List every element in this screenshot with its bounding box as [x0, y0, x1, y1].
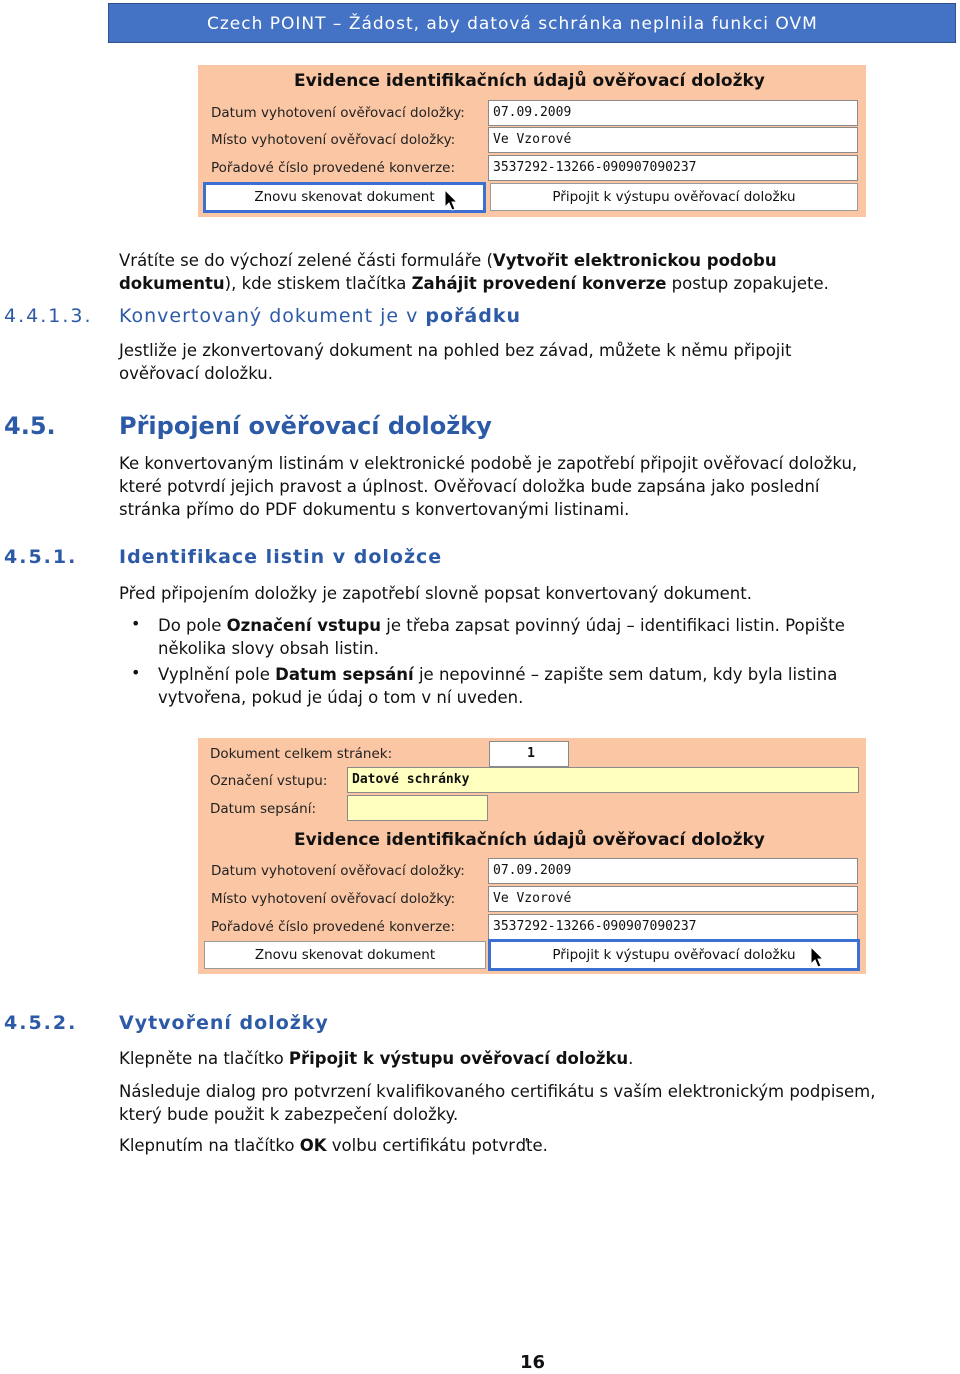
label-place-made: Místo vyhotovení ověřovací doložky: [211, 891, 456, 907]
section-heading-4-5-1: Identifikace listin v doložce [119, 546, 443, 568]
section-number-4-5: 4.5. [4, 412, 56, 440]
label-place-made: Místo vyhotovení ověřovací doložky: [211, 132, 456, 148]
mouse-cursor-icon [810, 946, 826, 970]
label-input-designation: Označení vstupu: [210, 773, 328, 789]
field-date-made[interactable]: 07.09.2009 [488, 858, 858, 884]
bullet-item-date: Vyplnění pole Datum sepsání je nepovinné – zapište sem datum, kdy byla listina vytvořena, pokud je údaj o tom v ní uveden. [158, 665, 838, 707]
field-place-made[interactable]: Ve Vzorové [488, 127, 858, 153]
field-conversion-number[interactable]: 3537292-13266-090907090237 [488, 155, 858, 181]
field-page-count[interactable]: 1 [489, 741, 569, 767]
field-place-made[interactable]: Ve Vzorové [488, 886, 858, 912]
section-number-4-5-1: 4.5.1. [4, 546, 78, 568]
evidence-panel-2 [198, 738, 866, 974]
evidence-panel-1 [198, 65, 866, 217]
label-page-count: Dokument celkem stránek: [210, 746, 393, 762]
label-date-written: Datum sepsání: [210, 801, 317, 817]
bullet-item-input: Do pole Označení vstupu je třeba zapsat povinný údaj – identifikaci listin. Popište několika slovy obsah listin. [158, 616, 845, 658]
field-date-written[interactable] [347, 795, 488, 821]
label-conversion-number: Pořadové číslo provedené konverze: [211, 160, 456, 176]
rescan-button[interactable]: Znovu skenovat dokument [203, 182, 486, 213]
page-number: 16 [520, 1352, 546, 1373]
section-number-4-4-1-3: 4.4.1.3. [4, 305, 93, 327]
bullet-dot: • [131, 614, 141, 633]
section-heading-4-4-1-3: Konvertovaný dokument je v pořádku [119, 305, 521, 327]
return-paragraph: Vrátíte se do výchozí zelené části formuláře (Vytvořit elektronickou podobu dokumentu), kde stiskem tlačítka Zahájit provedení konverze postup zopakujete. [119, 251, 829, 293]
section-4-5-2-step1: Klepněte na tlačítko Připojit k výstupu ověřovací doložku. [119, 1049, 634, 1068]
section-4-5-text: Ke konvertovaným listinám v elektronické podobě je zapotřebí připojit ověřovací doložku, které potvrdí jejich pravost a úplnost. Ověřovací doložka bude zapsána jako poslední stránka přímo do PDF dokumentu s konvertovanými listinami. [119, 454, 858, 519]
document-header-banner: Czech POINT – Žádost, aby datová schránka neplnila funkci OVM [108, 3, 956, 43]
label-date-made: Datum vyhotovení ověřovací doložky: [211, 863, 465, 879]
field-conversion-number[interactable]: 3537292-13266-090907090237 [488, 914, 858, 940]
section-heading-4-5: Připojení ověřovací doložky [119, 412, 492, 440]
section-heading-4-5-2: Vytvoření doložky [119, 1012, 329, 1034]
section-4-4-1-3-text: Jestliže je zkonvertovaný dokument na pohled bez závad, můžete k němu připojit ověřovací doložku. [119, 341, 792, 383]
field-date-made[interactable]: 07.09.2009 [488, 100, 858, 126]
panel-title: Evidence identifikačních údajů ověřovací doložky [294, 830, 765, 850]
section-4-5-1-intro: Před připojením doložky je zapotřebí slovně popsat konvertovaný dokument. [119, 584, 752, 603]
section-number-4-5-2: 4.5.2. [4, 1012, 78, 1034]
mouse-cursor-icon [444, 189, 460, 213]
label-conversion-number: Pořadové číslo provedené konverze: [211, 919, 456, 935]
section-4-5-2-step3: Klepnutím na tlačítko OK volbu certifikátu potvrďte. [119, 1136, 548, 1155]
panel-title: Evidence identifikačních údajů ověřovací doložky [294, 71, 765, 91]
attach-clause-button[interactable]: Připojit k výstupu ověřovací doložku [490, 183, 858, 211]
label-date-made: Datum vyhotovení ověřovací doložky: [211, 105, 465, 121]
rescan-button[interactable]: Znovu skenovat dokument [204, 941, 486, 969]
section-4-5-2-step2: Následuje dialog pro potvrzení kvalifikovaného certifikátu s vaším elektronickým podpisem, který bude použit k zabezpečení doložky. [119, 1082, 876, 1124]
field-input-designation[interactable]: Datové schránky [347, 767, 859, 793]
bullet-dot: • [131, 663, 141, 682]
attach-clause-button[interactable]: Připojit k výstupu ověřovací doložku [488, 939, 860, 971]
